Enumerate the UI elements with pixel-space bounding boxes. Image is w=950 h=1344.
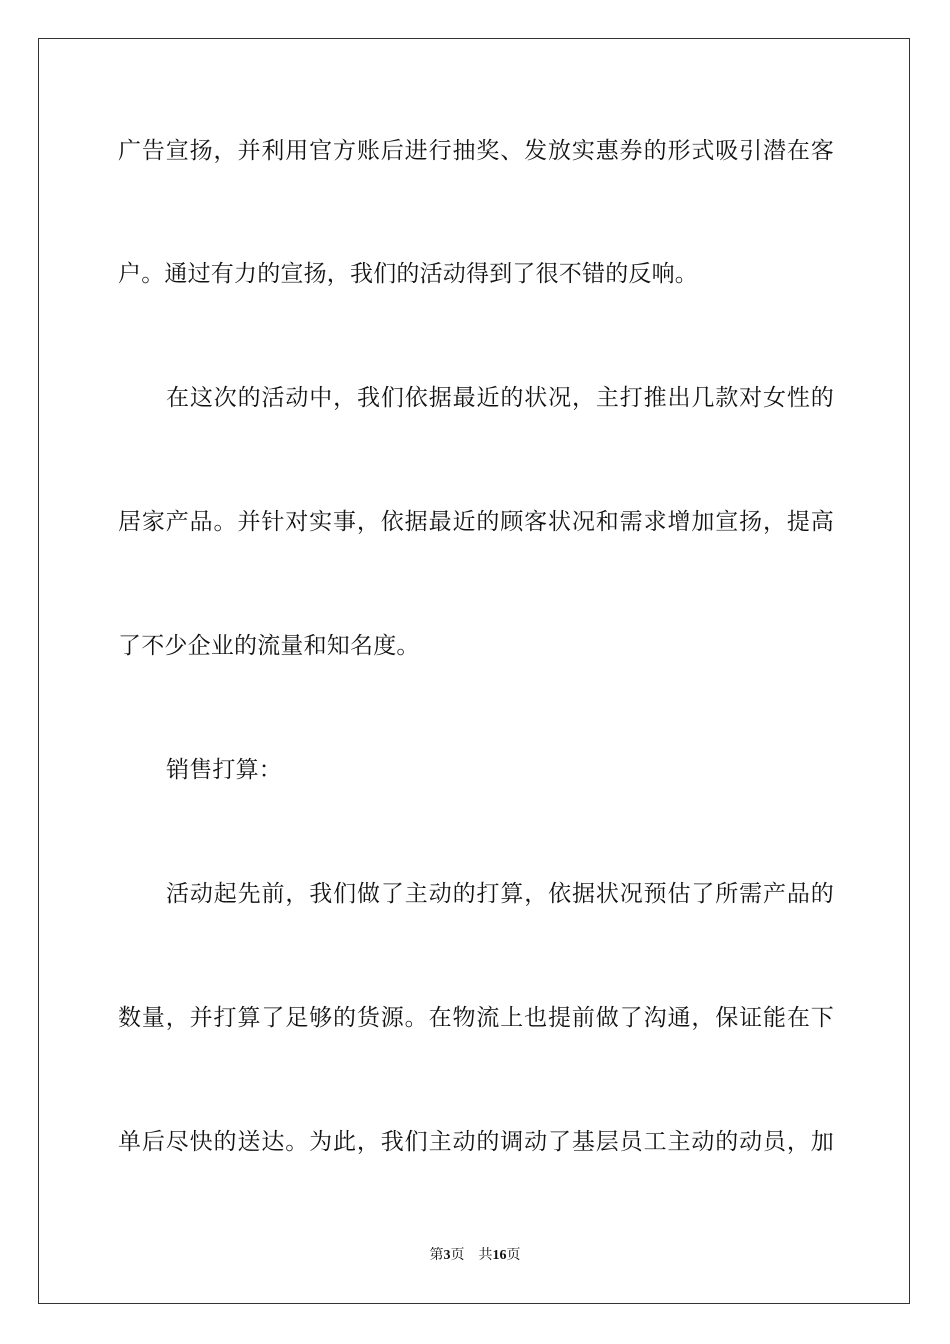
paragraph-line: 单后尽快的送达。为此，我们主动的调动了基层员工主动的动员，加: [118, 1129, 834, 1155]
total-prefix: 共: [478, 1248, 493, 1263]
paragraph-line: 在这次的活动中，我们依据最近的状况，主打推出几款对女性的: [166, 385, 834, 411]
paragraph-line: 了不少企业的流量和知名度。: [118, 633, 420, 659]
section-heading: 销售打算：: [166, 757, 282, 783]
total-pages: 16: [492, 1248, 507, 1263]
paragraph-line: 活动起先前，我们做了主动的打算，依据状况预估了所需产品的: [166, 881, 834, 907]
paragraph-line: 户。通过有力的宣扬，我们的活动得到了很不错的反响。: [118, 261, 698, 287]
page-footer: [0, 1247, 950, 1265]
page-prefix: 第: [429, 1248, 444, 1263]
paragraph-line: 居家产品。并针对实事，依据最近的顾客状况和需求增加宣扬，提高: [118, 509, 834, 535]
paragraph-line: 数量，并打算了足够的货源。在物流上也提前做了沟通，保证能在下: [118, 1005, 834, 1031]
paragraph-line: 广告宣扬，并利用官方账后进行抽奖、发放实惠券的形式吸引潜在客: [118, 138, 834, 164]
page-suffix: 页: [450, 1248, 465, 1263]
total-suffix: 页: [506, 1248, 521, 1263]
page-border: [38, 38, 910, 1304]
page-number: 3: [443, 1248, 451, 1263]
